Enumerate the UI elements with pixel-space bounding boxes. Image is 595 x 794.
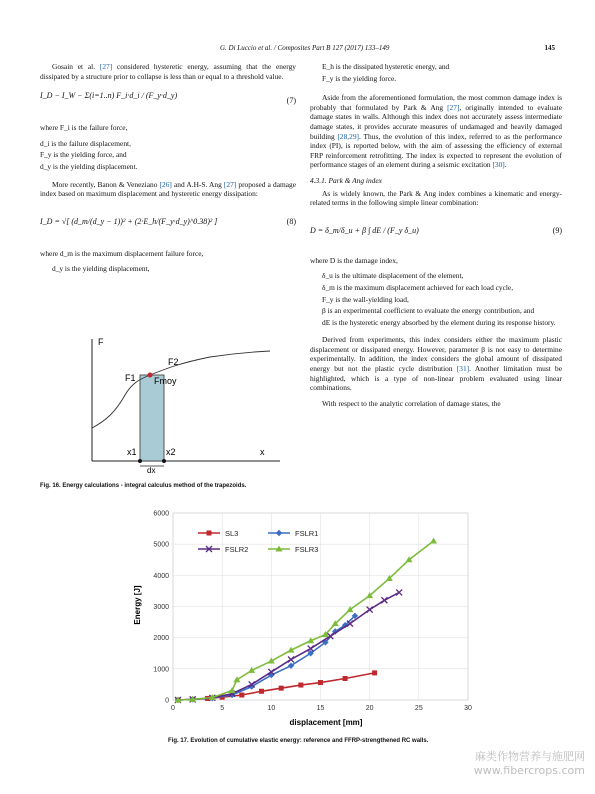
x-tick-label: 10 xyxy=(267,705,276,712)
legend-item xyxy=(198,545,248,554)
ref-link[interactable]: [27] xyxy=(223,179,237,189)
x-tick-label: 0 xyxy=(171,705,175,712)
definition-list xyxy=(40,139,296,172)
list-item: F_y is the yielding force, and xyxy=(40,150,127,160)
legend-label: SL3 xyxy=(225,529,239,538)
label-dx: dx xyxy=(147,466,156,473)
series-line xyxy=(178,541,434,700)
data-point xyxy=(279,686,284,691)
page-number: 145 xyxy=(544,44,555,52)
equation-number: (7) xyxy=(286,96,296,106)
data-point xyxy=(233,676,240,682)
definition-list xyxy=(310,62,562,83)
y-tick-label: 3000 xyxy=(153,604,169,611)
paragraph-gosain: Gosain et al. [27] considered hysteretic energy, assuming that the energy dissipated by a structure prior to collapse is less than or equal to a threshold value. xyxy=(40,62,296,81)
label-Fmoy: Fmoy xyxy=(154,376,177,386)
watermark: 麻类作物营养与施肥网 www.fibercrops.com xyxy=(473,750,585,777)
x-tick-label: 5 xyxy=(220,705,225,712)
label-F2: F2 xyxy=(168,357,179,367)
label-x1: x1 xyxy=(127,447,137,457)
data-point xyxy=(259,689,264,694)
figure-16-caption: Fig. 16. Energy calculations - integral calculus method of the trapezoids. xyxy=(40,483,247,489)
paragraph-banon: More recently, Banon & Veneziano [26] and A.H-S. Ang [27] proposed a damage index based on maximum displacement and hysteretic energy dissipation: xyxy=(40,179,296,199)
legend-item xyxy=(268,529,318,538)
where-line: where F_i is the failure force, xyxy=(40,123,128,133)
data-point xyxy=(229,687,236,693)
list-item: δ_u is the ultimate displacement of the element, xyxy=(322,271,464,281)
equation-expression: D = δ_m/δ_u + β ∫ dE / (F_y δ_u) xyxy=(310,225,419,235)
equation-number: (8) xyxy=(286,216,296,226)
y-tick-label: 5000 xyxy=(153,541,169,549)
legend-item xyxy=(198,529,238,538)
equation-number: (9) xyxy=(552,225,562,235)
left-column xyxy=(40,62,296,280)
data-point xyxy=(207,531,212,536)
data-point xyxy=(396,589,402,595)
list-item: d_y is the yielding displacement. xyxy=(40,161,138,171)
data-point xyxy=(288,656,294,662)
ref-link[interactable]: [27] xyxy=(447,102,460,112)
journal-header: G. Di Luccio et al. / Composites Part B 127 (2017) 133–149 xyxy=(220,44,390,52)
fmoy-point xyxy=(148,373,153,378)
paragraph-park-ang: Aside from the aforementioned formulation, the most common damage index is probably that formulated by Park & Ang [27], originally intended to evaluate damage states in walls. Although this index does not accurately assess intermediate damage states, it provides accurate measures of undamaged and heavily damaged building [28,29]. Thus, the evolution of this index, referred to as the performance index (PI), is reported below, with the aim of assessing the efficiency of external FRP reinforcement retrofitting. The index is expected to represent the evolution of performance stages of an element during a seismic excitation [30]. xyxy=(310,93,562,170)
y-tick-label: 1000 xyxy=(153,666,169,674)
x1-point xyxy=(138,459,142,463)
force-curve xyxy=(92,351,270,428)
data-point xyxy=(381,597,387,603)
paragraph-derived: Derived from experiments, this index considers either the maximum plastic displacement or dissipated energy. However, parameter β is not easy to determine experimentally. In addition, the index considers the global amount of dissipated energy but not the plastic cycle distribution [31]. Another limitation must be highlighted, which is a type of non-linear problem evaluated using linear combinations. xyxy=(310,335,562,393)
y-tick-label: 0 xyxy=(165,697,169,705)
x-tick-label: 20 xyxy=(365,705,374,712)
equation-expression: I_D − I_W − Σ(i=1..n) F_i·d_i / (F_y·d_y) xyxy=(40,91,178,101)
legend-label: FSLR1 xyxy=(295,529,319,538)
x2-point xyxy=(162,459,166,463)
figure-16-diagram xyxy=(80,333,290,473)
right-column xyxy=(310,62,562,414)
list-item: F_y is the wall-yielding load, xyxy=(322,294,409,304)
series-fslr3 xyxy=(174,538,437,703)
data-point xyxy=(372,670,377,675)
section-heading: 4.3.1. Park & Ang index xyxy=(310,175,382,185)
trapezoid-area xyxy=(140,375,164,461)
equation-9 xyxy=(310,214,562,250)
y-tick-label: 2000 xyxy=(153,635,169,643)
data-point xyxy=(318,680,323,685)
list-item: β is an experimental coefficient to evaluate the energy contribution, and xyxy=(322,306,535,316)
series-line xyxy=(178,592,399,700)
data-point xyxy=(239,693,244,698)
label-x: x xyxy=(260,447,265,457)
x-axis-label: displacement [mm] xyxy=(289,718,363,727)
x-tick-label: 25 xyxy=(414,705,423,712)
x-tick-label: 15 xyxy=(316,705,325,712)
legend-label: FSLR2 xyxy=(225,545,249,554)
list-item: d_y is the yielding displacement, xyxy=(52,264,150,274)
figure-17-chart xyxy=(128,505,478,730)
ref-link[interactable]: [27] xyxy=(99,62,113,71)
ref-link[interactable]: [31] xyxy=(456,364,470,374)
y-axis-label: Energy [J] xyxy=(133,585,142,625)
ref-link[interactable]: [26] xyxy=(159,179,172,189)
legend-label: FSLR3 xyxy=(295,545,319,554)
where-line: where D is the damage index, xyxy=(310,255,398,265)
y-tick-label: 4000 xyxy=(153,572,169,580)
legend-item xyxy=(268,545,318,554)
series-line xyxy=(178,616,355,700)
series-fslr1 xyxy=(175,613,358,704)
data-point xyxy=(298,683,303,688)
list-item: E_h is the dissipated hysteretic energy, and xyxy=(322,62,450,71)
equation-expression: I_D = √[ (d_m/(d_y − 1))² + (2·E_h/(F_y·d_y)^0.38)² ] xyxy=(40,216,218,226)
label-F: F xyxy=(98,337,104,347)
data-point xyxy=(430,538,437,544)
paragraph-combination: As is widely known, the Park & Ang index combines a kinematic and energy-related terms in the following simple linear combination: xyxy=(310,188,562,208)
paragraph-correlation: With respect to the analytic correlation of damage states, the xyxy=(322,398,501,408)
ref-link[interactable]: [30] xyxy=(492,160,505,170)
label-F1: F1 xyxy=(125,373,136,383)
list-item: dE is the hysteretic energy absorbed by the element during its response history. xyxy=(322,317,556,327)
figure-17-caption: Fig. 17. Evolution of cumulative elastic energy: reference and FFRP-strengthened RC walls. xyxy=(168,738,429,744)
equation-7 xyxy=(40,87,296,117)
list-item: F_y is the yielding force. xyxy=(322,73,397,83)
ref-link[interactable]: [28,29] xyxy=(337,131,360,141)
data-point xyxy=(276,530,282,536)
x-tick-label: 30 xyxy=(464,705,472,712)
y-tick-label: 6000 xyxy=(153,510,169,518)
where-line: where d_m is the maximum displacement failure force, xyxy=(40,248,204,258)
definition-list xyxy=(310,271,562,327)
data-point xyxy=(343,676,348,681)
label-x2: x2 xyxy=(166,447,176,457)
list-item: δ_m is the maximum displacement achieved for each load cycle, xyxy=(322,282,514,292)
list-item: d_i is the failure displacement, xyxy=(40,138,131,148)
equation-8 xyxy=(40,205,296,243)
